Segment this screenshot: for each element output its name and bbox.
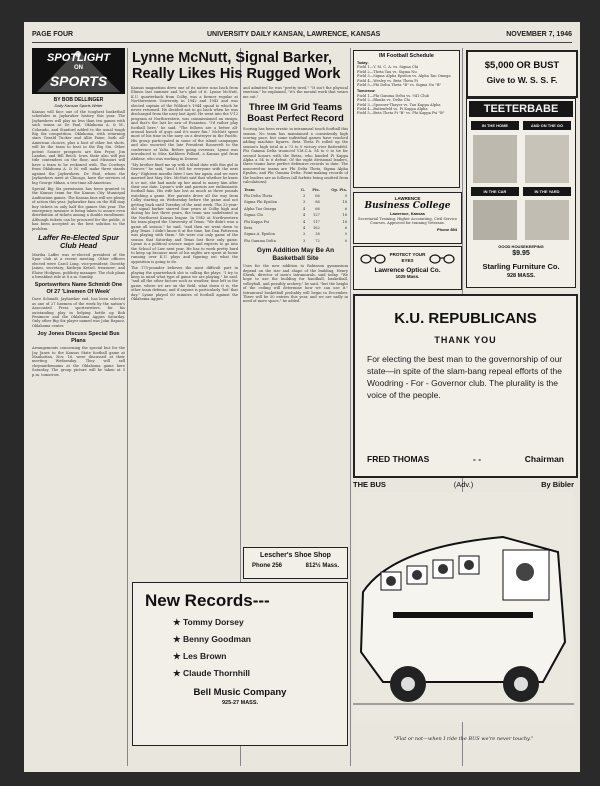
- paper-name: UNIVERSITY DAILY KANSAN, LAWRENCE, KANSAS: [207, 31, 381, 38]
- table-cell: 0: [344, 238, 347, 243]
- table-cell: 38: [315, 232, 320, 237]
- spotlight-byline: BY BOB DELLINGER: [53, 97, 104, 103]
- schedule-title: IM Football Schedule: [378, 53, 434, 59]
- optical-name: Lawrence Optical Co.: [374, 267, 441, 274]
- table-cell: Alpha Tau Omega: [244, 206, 277, 211]
- table-cell: 4: [302, 206, 306, 211]
- teeterbabe-tag4: IN THE YARD: [523, 187, 571, 196]
- mcnutt-headline: Lynne McNutt, Signal Barker, Really Likes His Rugged Work: [132, 50, 341, 82]
- table-cell: 66: [315, 206, 320, 211]
- starling-address: 928 MASS.: [506, 273, 536, 279]
- list-item: Field 2—Blanks vs. Delta Chi: [357, 98, 410, 103]
- table-cell: 117: [312, 219, 320, 224]
- spotlight-body: Kansas will face one of the toughest basketball schedules in Jayhawker history this year. The Jayhawkers will play no less than ten games with such teams as De Paul, Oklahoma A. & M., Colorado, and Stanford added to the usual tough Big Six competition. Oklahoma, with returning stars Gerald Tucker and Allie Paine, both all-American choices, plus a host of other hot shots, will be the team to beat in the Big Six. Other potent Sooner prospects are Ken Pryor, Jim Landon, and Bill Reich. Iowa State also will put title contenders on the floor, and Missouri will have a team to be reckoned with. The Cowboys from Oklahoma A. & M. will make three stands against the Jayhawkers. De Paul, whom the Jayhawkers meet at Chicago, have the services of big George Mikan, a two-time all-American.: [32, 110, 125, 185]
- table-cell: 66: [315, 193, 320, 198]
- table-cell: 6: [344, 206, 347, 211]
- table-cell: 3: [302, 232, 306, 237]
- records-list: [173, 617, 347, 679]
- bus-artist: By Bibler: [541, 480, 574, 489]
- leschers-ad: [243, 547, 348, 579]
- record-artist: [173, 617, 347, 628]
- record-artist: [173, 634, 347, 645]
- republicans-thanks: THANK YOU: [434, 335, 497, 345]
- table-cell: 3: [302, 238, 306, 243]
- teeterbabe-tag3: IN THE CAR: [471, 187, 519, 196]
- table-cell: Phi Delta Theta: [244, 193, 273, 198]
- table-cell: Phi Kappa Psi: [244, 219, 270, 224]
- joy-jones-body: Arrangements concerning the special bus for the Jay Janes to the Kansas State football game at Manhattan, Nov. 16, were discussed at their meeting Wednesday. They will sell chrysanthemums at the Oklahoma game here Saturday. The group picture will be taken at 5 p.m. tomorrow.: [32, 346, 125, 377]
- records-address: 925-27 MASS.: [221, 700, 259, 706]
- table-cell: 4: [302, 219, 306, 224]
- teeterbabe-photo: [473, 200, 517, 240]
- column-divider: [350, 48, 351, 766]
- list-item: Field 5—Beta Theta Pi "B" vs. Phi Kappa Psi "B": [357, 111, 445, 116]
- teeterbabe-ad: [466, 98, 576, 288]
- table-cell: 18: [342, 213, 347, 218]
- schmidt-body: Dave Schmidt, Jayhawker end, has been selected as one of 27 linemen of the week by the nation's Associated Press sportswriters, for his outstanding play in helping bottle up Bob Fenimore and the Oklahoma Aggies Saturday. Only other Big Six player named was John Rapacz, Oklahoma center.: [32, 297, 125, 328]
- records-headline: New Records---: [145, 591, 270, 610]
- standings-header-cell: Pts.: [312, 187, 320, 192]
- optical-ad: [353, 246, 462, 290]
- leschers-phone: Phone 256: [252, 563, 283, 569]
- table-cell: Beta: [244, 225, 253, 230]
- star-icon: ★: [173, 668, 183, 678]
- teeterbabe-photo: [473, 135, 517, 183]
- mcnutt-body-b: "My brother fixed me up with a blind date with this girl in Denver," he said, "and I fell for everyone with the next day." Eighteen months later I saw her again, and we were married last May. Mrs. McNutt said that whether he knew it or not, she had made up her mind to marry him after their one date. Lynne's wife and parents are enthusiastic football fans. His wife has lost as much as three pounds watching a game. Her parents drove all the way from Colby starting on Wednesday before the game and not getting back until Tuesday of the next week. The 22-year-old signal barker starred four years at Colby high and during his last three years, the team was undefeated in the Northwest Kansas league. In 1942 at Northwestern his team played the University of Texas. "We didn't won a game all season," he said, "and then we went down to play Texas. I didn't know it at the time, but Dan Patterson was playing with them." We were our only game of the season that Saturday and Texas lost their only game. Lynne is a political science major and expects to go into the School of Law next year. He has to work pretty hard to keep up because most of his nights are spent at home running over K.U. plays and figuring out what the opposition is going to do.: [131, 162, 238, 264]
- list-item: Field 4—Battenfeld vs. Pi Kappa Alpha: [357, 107, 428, 112]
- list-item: Field 4—Wesley vs. Beta Theta Pi: [357, 78, 418, 83]
- table-cell: 162: [312, 225, 320, 230]
- bus-cartoon: [353, 480, 574, 744]
- wssf-line2: Give to W. S. S. F.: [486, 75, 558, 85]
- eyeglasses-icon: [429, 253, 455, 265]
- table-cell: 4: [302, 213, 306, 218]
- schedule-tomorrow-list: [357, 94, 456, 116]
- page-number: PAGE FOUR: [32, 31, 74, 38]
- star-icon: ★: [173, 634, 183, 644]
- list-item: Field 1—Phi Gamma Delta vs. 941 Club: [357, 93, 429, 98]
- standings-header-cell: Op. Pts.: [331, 187, 347, 192]
- im-schedule-box: [353, 50, 460, 188]
- column-divider: [127, 48, 128, 766]
- table-cell: 86: [315, 200, 320, 205]
- record-artist-name: Benny Goodman: [182, 634, 251, 644]
- gym-headline: Gym Addition May Be An Basketball Site: [256, 247, 335, 262]
- bc-city: Lawrence, Kansas: [390, 211, 425, 216]
- gym-body: Uses for the new addition to Robinson gymnasium depend on the size and shape of the building, Henry Shenk, director of men's intramurals, said today. "We hope to use the building for handball, basketball, volleyball, and possibly archery," he said, "but the height of the ceiling will determine how we can use it." Intramural basketball probably will begin in December. There will be 50 entries this year, and we are sadly in need of more space," he added.: [243, 264, 348, 304]
- business-college-ad: [353, 192, 462, 244]
- spotlight-title: SPOTLIGHT: [47, 52, 110, 64]
- teeterbabe-price: $9.95: [512, 250, 530, 257]
- records-ad: [132, 582, 348, 746]
- republicans-dash: - -: [473, 454, 482, 464]
- record-artist-name: Claude Thornhill: [182, 668, 251, 678]
- table-cell: 18: [342, 200, 347, 205]
- table-cell: 127: [312, 213, 320, 218]
- laffer-headline: Laffer Re-Elected Spur Club Head: [38, 232, 119, 251]
- table-cell: 0: [344, 193, 347, 198]
- three-im-headline: Three IM Grid Teams Boast Perfect Record: [247, 102, 344, 125]
- teeterbabe-badge: GOOD HOUSEKEEPING: [498, 244, 544, 249]
- schmidt-headline: Sportswriters Name Schmidt One Of 27 'Linemen Of Week': [34, 282, 123, 295]
- bus-adv: (Adv.): [453, 480, 474, 489]
- optical-address: 1025 Mass.: [395, 274, 420, 279]
- schedule-today-label: Today:: [357, 61, 369, 65]
- table-cell: Sigma A. Epsilon: [244, 232, 276, 237]
- spotlight-role: Daily Kansan Sports Writer: [54, 103, 103, 108]
- list-item: Field 2—Theta Tau vs. Sigma Nu: [357, 69, 417, 74]
- mcnutt-cont: and admitted he was "pretty tired." "It isn't the physical exertion," he explained, "it's the mental work that wears me out.": [243, 86, 348, 99]
- republicans-ad: [353, 294, 578, 478]
- list-item: Field 1—Y. M. C. A. vs. Sigma Chi: [357, 65, 419, 70]
- spotlight-logo: [32, 48, 125, 94]
- leschers-address: 812½ Mass.: [305, 563, 339, 569]
- bc-top: LAWRENCE: [394, 196, 421, 201]
- records-store: Bell Music Company: [193, 687, 287, 698]
- record-artist: [173, 651, 347, 662]
- list-item: Field 5—Phi Delta Theta "B" vs. Sigma Nu "B": [357, 83, 442, 88]
- bc-name: Business College: [364, 201, 451, 211]
- standings-body: [243, 193, 348, 244]
- star-icon: ★: [173, 617, 183, 627]
- table-cell: 6: [344, 225, 347, 230]
- bc-tagline: Secretarial Training, Higher Accounting, Civil Service Courses. Approved for training Veterans.: [358, 217, 457, 226]
- wssf-ad: [466, 50, 578, 98]
- bus-caption: "Flat or not—when I ride the BUS we're never touchy.": [393, 736, 534, 742]
- table-cell: 3: [302, 200, 306, 205]
- table-cell: 3: [302, 193, 306, 198]
- table-cell: 4: [302, 225, 306, 230]
- teeterbabe-tag1: IN THE HOME: [471, 121, 519, 130]
- table-cell: Sigma Chi: [244, 213, 263, 218]
- spotlight-sports: SPORTS: [49, 73, 108, 89]
- table-cell: 0: [344, 232, 347, 237]
- spotlight-on: ON: [74, 65, 83, 71]
- wssf-line1: $5,000 OR BUST: [484, 60, 560, 71]
- republicans-chairman: Chairman: [524, 454, 564, 464]
- eyeglasses-icon: [360, 253, 386, 265]
- schedule-today-list: [357, 65, 456, 87]
- table-cell: 72: [315, 238, 320, 243]
- mcnutt-body-c: The 175-pounder believes the most difficult part in playing the quarterback slot is calling the plays. "I try to keep in mind what type of game we are playing," he said, "and all the other factors such as weather, time left in the game, where we are on the field, what down it is, the other team defense, and if anyone is particularly 'hot' that day." Lynne played 60 minutes of football against the Oklahoma Aggies: [131, 266, 238, 302]
- bc-phone: Phone 894: [436, 226, 457, 232]
- list-item: Field 3—Sigma Alpha Epsilon vs. Alpha Tau Omega: [357, 74, 451, 79]
- masthead: [32, 30, 572, 43]
- teeterbabe-photo: [525, 200, 569, 240]
- standings-table: [243, 187, 348, 245]
- joy-jones-headline: Joy Jones Discuss Special Bus Plans: [37, 331, 120, 344]
- laffer-body: Martha Laffer was re-elected president of the Spur club at a recent meeting. Other officers elected were Carol Long, vice-president; Dorothy James, secretary; Kathryn Ketzel, treasurer; and Eloise Hodgson, publicity manager. The club plans a breakfast ride at 8 a.m. Sunday.: [32, 252, 125, 279]
- starling-name: Starling Furniture Co.: [482, 262, 560, 271]
- spotlight-body-2: Special Big Six permission has been granted to the Kansas team for the Kansas City Municipal Auditorium games. The Kansas fans will see plenty of action this year. Jayhawker fans on the Hill may buy tickets in only half the games this year. The emergency measure is being taken to assure even distribution of tickets among a double enrollment. Although tickets can be procured for the public, it has been accepted as the best solution to the problem.: [32, 186, 125, 231]
- standings-header-cell: G.: [300, 187, 306, 192]
- bus-illustration-icon: [353, 492, 574, 722]
- teeterbabe-tag2: AND ON THE GO: [523, 121, 571, 130]
- republicans-signer: FRED THOMAS: [367, 454, 430, 464]
- record-artist-name: Les Brown: [182, 651, 227, 661]
- mcnutt-body-a: Kansas magnetism drew one of its native sons back from Illinois last summer and he's glad of it. Lynne McNutt, K.U. quarterback from Colby, was a former regular at Northwestern University in 1942 and 1943 and was elected captain of the Wildcat's 1944 squad to which he never returned. He decided not to go back when he was discharged from the navy last April. He went into the V-12 program at Northwestern, was commissioned an ensign, and that's the last he saw of Evanston. "I'd rather play football here," he said. "The fellows are a better all-around bunch of guys and it's more fun." McNutt spent most of his time in the navy on a destroyer in the Pacific. His group participated in some of the island campaigns and also escorted the late President Roosevelt to the conference at Yalta. Before going overseas, Lynne was introduced to Miss Kathleen Pollard, a Kansas girl from Abilene, who was working in Denver.: [131, 86, 238, 161]
- teeterbabe-photo: [525, 135, 569, 183]
- record-artist-name: Tommy Dorsey: [182, 617, 244, 627]
- table-row: [243, 238, 348, 244]
- three-im-body: Scoring has been erratic in intramural touch football this season. No team has maintained a consistently high scoring pace, but some individual games have reached adding machine figures. Beta Theta Pi rolled up the season's high total in a 73 to 0 victory over Battenfeld. Phi Gamma Delta trounced Y.M.C.A. 54 to 0 to tie for second honors with the Betas, who handed Pi Kappa Alpha a 54 to 6 defeat. Of the eight divisional leaders, three teams have perfect defensive records to date. The unscored-on teams are Phi Delta Theta, Sigma Alpha Epsilon, and Phi Gamma Delta. Point-making records of the leaders are as follows (all forfeits being omitted from calculations):: [243, 127, 348, 185]
- table-cell: 18: [342, 219, 347, 224]
- issue-date: NOVEMBER 7, 1946: [506, 31, 572, 38]
- optical-protect: PROTECT YOUR EYES: [389, 252, 426, 263]
- table-cell: Sigma Phi Epsilon: [244, 200, 278, 205]
- table-cell: Phi Gamma Delta: [244, 238, 276, 243]
- teeterbabe-title: TEETERBABE: [469, 101, 573, 117]
- leschers-name: Lescher's Shoe Shop: [260, 552, 331, 559]
- record-artist: [173, 668, 347, 679]
- republicans-body: For electing the best man to the governorship of our state—in spite of the slam-bang repeal efforts of the Woodring - For - Governor club. The plurality is the voice of the people.: [367, 354, 563, 400]
- newspaper-page: [24, 22, 580, 772]
- list-item: Field 3—Spooner-Thayer vs. Tau Kappa Alpha: [357, 102, 441, 107]
- column-mcnutt: [131, 86, 238, 554]
- bus-title: THE BUS: [353, 480, 386, 489]
- republicans-title: K.U. REPUBLICANS: [394, 310, 537, 327]
- schedule-tomorrow-label: Tomorrow:: [357, 89, 376, 94]
- column-im: [243, 86, 348, 554]
- column-sports: [32, 48, 125, 766]
- standings-header-cell: Team: [244, 187, 255, 192]
- star-icon: ★: [173, 651, 183, 661]
